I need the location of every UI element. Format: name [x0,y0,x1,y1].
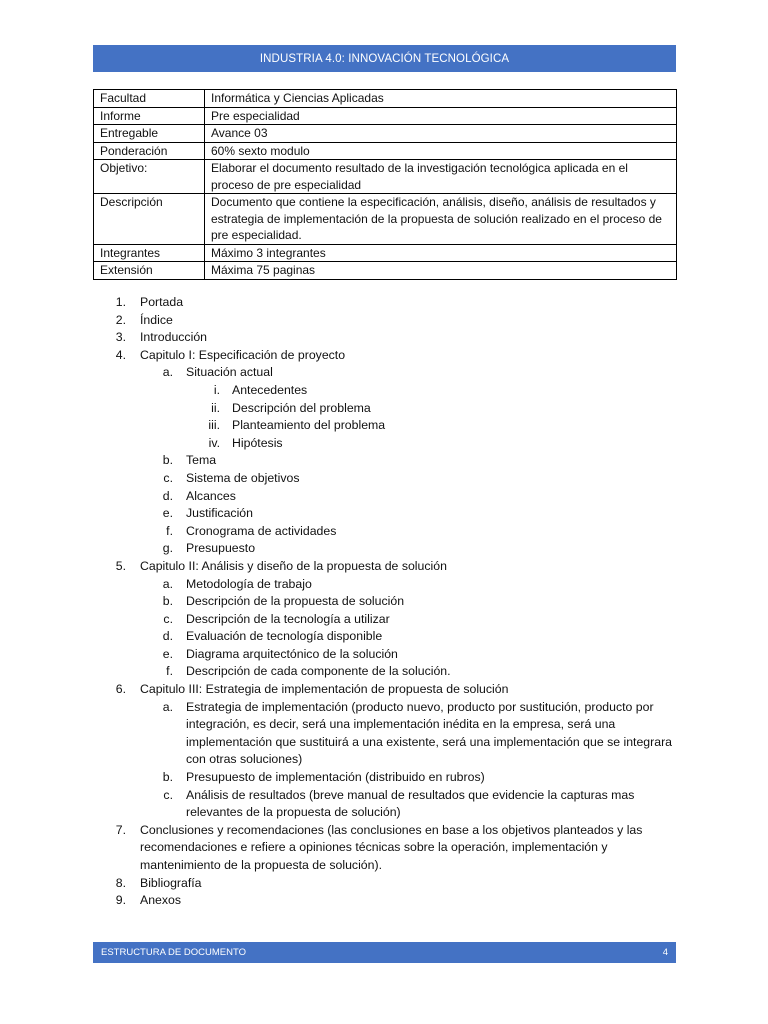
list-number: f. [166,664,173,679]
list-text: Evaluación de tecnología disponible [186,629,383,644]
header-title: INDUSTRIA 4.0: INNOVACIÓN TECNOLÓGICA [259,52,510,65]
list-item [93,523,677,541]
row-key: Informe [94,107,205,125]
list-text: Presupuesto [186,541,256,556]
table-row [94,125,677,143]
list-number: f. [166,523,173,538]
list-number: 3. [115,330,126,345]
row-value: Documento que contiene la especificación, análisis, diseño, análisis de resultados y estrategia de implementación de la propuesta de solución realizado en el proceso de pre especialidad. [205,194,677,245]
list-number: b. [162,453,173,468]
list-text: Análisis de resultados (breve manual de resultados que evidencie la capturas mas relevantes de la propuesta de solución) [186,787,635,820]
list-text: Capitulo I: Especificación de proyecto [140,347,346,362]
table-row [94,142,677,160]
list-number: ii. [211,400,220,415]
list-item [93,663,677,681]
list-number: b. [162,594,173,609]
row-key: Objetivo: [94,160,205,194]
row-value: Avance 03 [205,125,677,143]
list-item [93,628,677,646]
list-item [93,646,677,664]
table-row [94,160,677,194]
row-value: Elaborar el documento resultado de la investigación tecnológica aplicada en el proceso de pre especialidad [205,160,677,194]
table-row [94,194,677,245]
list-number: 1. [115,295,126,309]
list-text: Diagrama arquitectónico de la solución [186,646,398,661]
list-number: d. [162,629,173,644]
row-value: Informática y Ciencias Aplicadas [205,90,677,108]
row-key: Integrantes [94,244,205,262]
list-text: Sistema de objetivos [186,470,300,485]
list-number: 4. [115,347,126,362]
list-item [93,558,677,576]
list-text: Capitulo II: Análisis y diseño de la propuesta de solución [140,558,447,573]
list-number: 8. [115,875,126,890]
page-footer-bar [93,942,676,963]
list-text: Tema [186,453,217,468]
list-number: e. [162,506,173,521]
page-number: 4 [662,947,668,958]
list-item [93,593,677,611]
list-text: Descripción de la propuesta de solución [186,594,405,609]
list-number: e. [162,646,173,661]
list-text: Antecedentes [232,382,308,397]
row-key: Extensión [94,262,205,280]
list-text: Conclusiones y recomendaciones (las conclusiones en base a los objetivos planteados y las recomendaciones e refiere a opiniones técnicas sobre la operación, implementación y mantenimiento de la propuesta de solución). [140,822,643,872]
row-key: Ponderación [94,142,205,160]
list-number: a. [162,365,173,380]
list-number: a. [162,699,173,714]
list-item [93,875,677,893]
table-row [94,262,677,280]
list-text: Índice [140,312,173,327]
list-text: Descripción de cada componente de la solución. [186,664,451,679]
table-row [94,244,677,262]
list-item [93,329,677,347]
list-number: iv. [208,435,220,450]
list-item [93,488,677,506]
list-item [93,400,677,418]
page-header-bar [93,45,676,72]
table-row [94,107,677,125]
list-number: i. [213,382,220,397]
table-row [94,90,677,108]
list-text: Anexos [140,893,182,908]
list-text: Introducción [140,330,207,345]
list-text: Bibliografía [140,875,202,890]
list-text: Cronograma de actividades [186,523,337,538]
list-number: 5. [115,558,126,573]
list-number: iii. [208,418,220,433]
list-number: a. [162,576,173,591]
list-item [93,452,677,470]
row-value: 60% sexto modulo [205,142,677,160]
list-item [93,417,677,435]
list-item [93,576,677,594]
list-text: Justificación [186,506,253,521]
list-item [93,470,677,488]
list-number: 7. [115,822,126,837]
list-item [93,382,677,400]
list-text: Alcances [186,488,236,503]
list-number: 6. [115,682,126,697]
document-info-table [93,89,677,280]
row-key: Entregable [94,125,205,143]
list-item [93,312,677,330]
list-text: Metodología de trabajo [186,576,312,591]
list-text: Capitulo III: Estrategia de implementación de propuesta de solución [140,682,509,697]
list-number: c. [163,787,173,802]
list-text: Portada [140,295,184,309]
list-item [93,822,677,875]
list-item [93,540,677,558]
footer-label: ESTRUCTURA DE DOCUMENTO [101,947,246,958]
list-item [93,892,677,910]
list-item [93,347,677,365]
list-text: Planteamiento del problema [232,418,386,433]
row-value: Pre especialidad [205,107,677,125]
list-text: Estrategia de implementación (producto nuevo, producto por sustitución, producto por integración, es decir, será una implementación inédita en la empresa, será una implementación que sustituirá a una existente, será una implementación que se integrara con otras soluciones) [186,699,673,767]
row-key: Descripción [94,194,205,245]
row-key: Facultad [94,90,205,108]
list-item [93,611,677,629]
list-item [93,364,677,382]
list-number: b. [162,770,173,785]
list-item [93,681,677,699]
list-text: Descripción del problema [232,400,371,415]
list-text: Hipótesis [232,435,283,450]
list-text: Situación actual [186,365,273,380]
row-value: Máxima 75 paginas [205,262,677,280]
list-item [93,435,677,453]
list-item [93,505,677,523]
list-item [93,294,677,312]
list-text: Descripción de la tecnología a utilizar [186,611,390,626]
list-number: 9. [115,893,126,908]
list-number: c. [163,611,173,626]
list-item [93,699,677,769]
list-item [93,787,677,822]
list-item [93,769,677,787]
list-number: c. [163,470,173,485]
list-text: Presupuesto de implementación (distribuido en rubros) [186,770,485,785]
list-number: g. [162,541,173,556]
list-number: 2. [115,312,126,327]
list-number: d. [162,488,173,503]
document-outline-list [93,294,677,910]
row-value: Máximo 3 integrantes [205,244,677,262]
